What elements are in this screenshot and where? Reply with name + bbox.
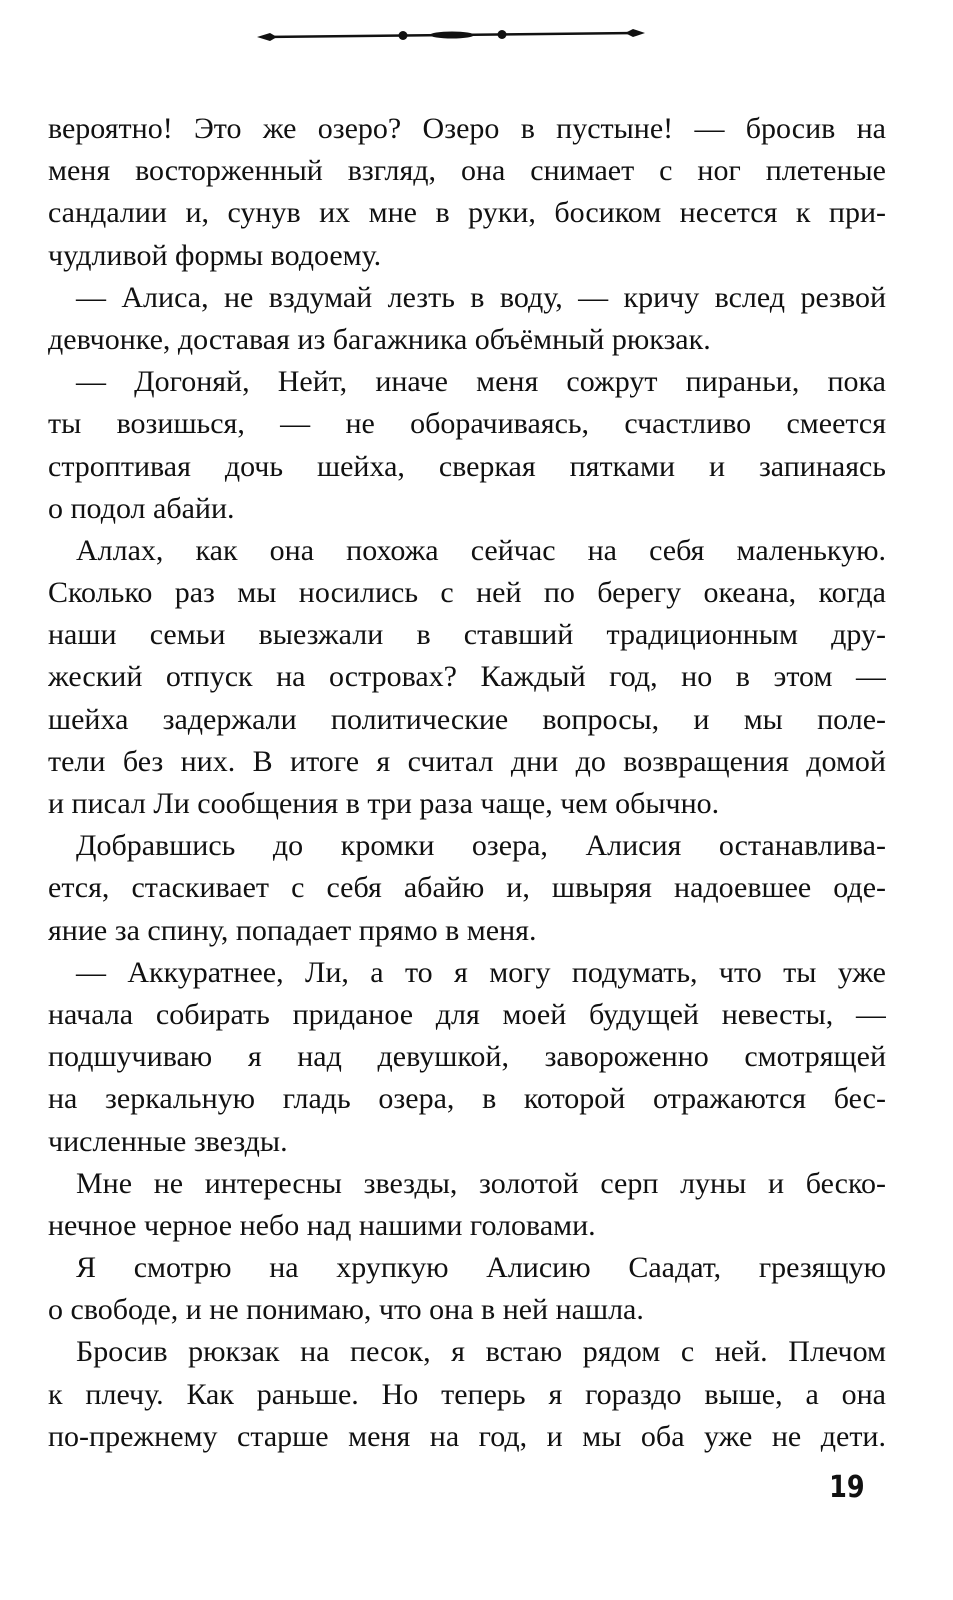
text-line: — Алиса, не вздумай лезть в воду, — кричу вслед резвой — [76, 280, 886, 314]
text-line: Добравшись до кромки озера, Алисия останавлива- — [76, 829, 886, 863]
text-line: сандалии и, сунув их мне в руки, босиком несется к при- — [48, 196, 886, 230]
text-line: тели без них. В итоге я считал дни до возвращения домой — [48, 744, 886, 778]
text-line: о свободе, и не понимаю, что она в ней нашла. — [48, 1293, 644, 1327]
text-line: к плечу. Как раньше. Но теперь я гораздо выше, а она — [48, 1377, 886, 1411]
text-line: Мне не интересны звезды, золотой серп луны и беско- — [76, 1166, 886, 1200]
text-line: по-прежнему старше меня на год, и мы оба уже не дети. — [48, 1419, 886, 1453]
text-line: девчонке, доставая из багажника объёмный рюкзак. — [48, 322, 711, 356]
page-number: 19 — [829, 1470, 865, 1505]
text-line: подшучиваю я над девушкой, завороженно смотрящей — [48, 1040, 886, 1074]
text-line: яние за спину, попадает прямо в меня. — [48, 913, 537, 947]
text-line: строптивая дочь шейха, сверкая пятками и запинаясь — [48, 449, 886, 483]
text-line: Аллах, как она похожа сейчас на себя маленькую. — [76, 533, 886, 567]
page-body-text — [48, 108, 886, 1458]
header-ornament — [255, 20, 645, 50]
text-line: жеский отпуск на островах? Каждый год, но в этом — — [48, 660, 886, 694]
text-line: вероятно! Это же озеро? Озеро в пустыне! — бросив на — [48, 112, 886, 145]
text-line: Я смотрю на хрупкую Алисию Саадат, грезящую — [76, 1251, 886, 1285]
text-line: ется, стаскивает с себя абайю и, швыряя надоевшее оде- — [48, 871, 886, 905]
text-line: Сколько раз мы носились с ней по берегу океана, когда — [48, 576, 886, 610]
text-line: шейха задержали политические вопросы, и мы поле- — [48, 702, 886, 736]
text-line: — Догоняй, Нейт, иначе меня сожрут пираньи, пока — [76, 365, 886, 399]
text-line: нечное черное небо над нашими головами. — [48, 1208, 596, 1242]
text-line: чудливой формы водоему. — [48, 238, 382, 272]
text-line: ты возишься, — не оборачиваясь, счастливо смеется — [48, 407, 886, 441]
text-line: о подол абайи. — [48, 491, 235, 525]
text-line: — Аккуратнее, Ли, а то я могу подумать, что ты уже — [76, 955, 886, 989]
text-line: Бросив рюкзак на песок, я встаю рядом с ней. Плечом — [76, 1335, 886, 1369]
text-line: меня восторженный взгляд, она снимает с ног плетеные — [48, 154, 886, 188]
text-line: наши семьи выезжали в ставший традиционным дру- — [48, 618, 886, 652]
text-line: численные звезды. — [48, 1124, 288, 1158]
text-line: на зеркальную гладь озера, в которой отражаются бес- — [48, 1082, 886, 1116]
text-line: начала собирать приданое для моей будущей невесты, — — [48, 997, 886, 1031]
text-line: и писал Ли сообщения в три раза чаще, чем обычно. — [48, 787, 720, 820]
